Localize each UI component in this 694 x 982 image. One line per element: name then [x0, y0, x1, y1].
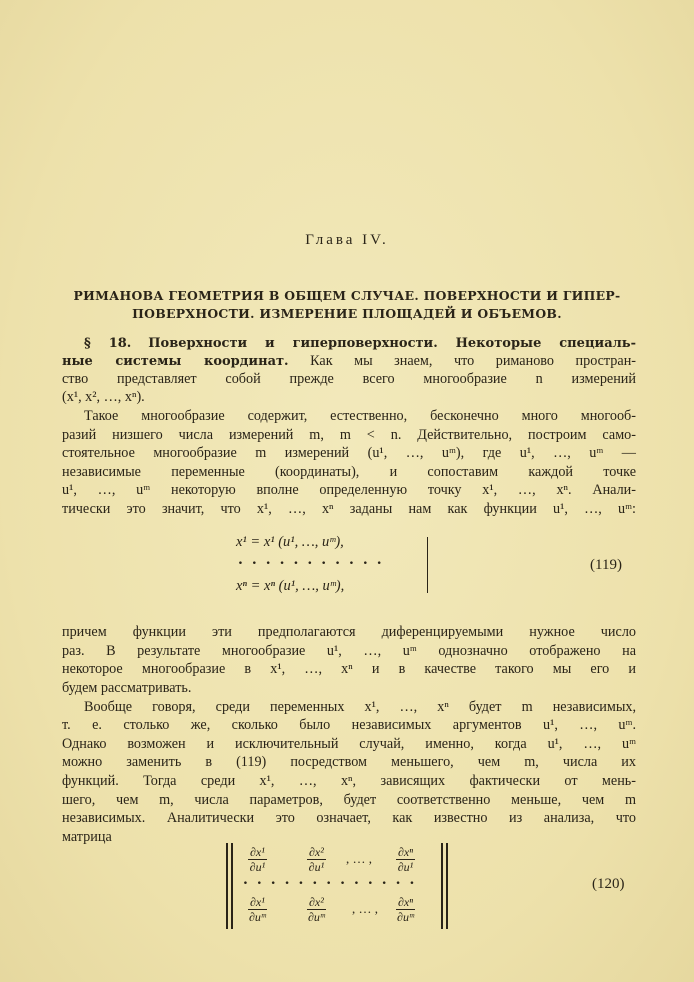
text-line: независимые переменные (координаты), и сопоставим каждой точке	[62, 464, 636, 480]
matrix-entry	[396, 845, 415, 874]
text-line: разий низшего числа измерений m, m < n. Действительно, построим само-	[62, 427, 636, 443]
numerator: ∂xⁿ	[398, 895, 414, 909]
matrix-entry	[307, 895, 326, 924]
equation-number-120: (120)	[592, 876, 625, 892]
matrix-entry	[248, 895, 267, 924]
text-line: матрица	[62, 829, 112, 845]
text-line: Вообще говоря, среди переменных x¹, …, xⁿ будет m независимых,	[84, 699, 636, 715]
text-line: будем рассматривать.	[62, 680, 192, 696]
chapter-heading-line-2: ПОВЕРХНОСТИ. ИЗМЕРЕНИЕ ПЛОЩАДЕЙ И ОБЪЕМОВ.	[132, 306, 562, 321]
denominator: ∂u¹	[397, 860, 414, 874]
matrix-ellipsis: , … ,	[352, 901, 378, 916]
equation-number-119: (119)	[590, 557, 622, 573]
text-line: можно заменить в (119) посредством меньшего, чем m, числа их	[62, 754, 636, 770]
text-line: раз. В результате многообразие u¹, …, uᵐ однозначно отображено на	[62, 643, 636, 659]
text-line: независимых. Аналитически это означает, как известно из анализа, что	[62, 810, 636, 826]
text-line: тически это значит, что x¹, …, xⁿ заданы нам как функции u¹, …, uᵐ:	[62, 501, 636, 517]
text-line: шего, чем m, числа параметров, будет соответственно меньше, чем m	[62, 792, 636, 808]
section-heading-line	[84, 334, 636, 353]
numerator: ∂x²	[309, 845, 324, 859]
matrix-entry	[248, 845, 267, 874]
matrix-entry	[396, 895, 415, 924]
matrix-ellipsis: , … ,	[346, 851, 372, 866]
section-title-cont: ные системы координат.	[62, 354, 289, 369]
numerator: ∂x²	[309, 895, 324, 909]
matrix-bar-right	[446, 843, 448, 929]
equation-119-dots: ...........	[238, 552, 391, 568]
section-number: § 18.	[84, 336, 132, 351]
text-line: u¹, …, uᵐ некоторую вполне определенную точку x¹, …, xⁿ. Анали-	[62, 482, 636, 498]
equation-119-line-3: xⁿ = xⁿ (u¹, …, uᵐ),	[236, 578, 345, 594]
chapter-title: Глава IV.	[305, 232, 389, 248]
text-line: некоторое многообразие в x¹, …, xⁿ и в качестве такого мы его и	[62, 661, 636, 677]
text-span: Как мы знаем, что риманово простран-	[310, 353, 637, 369]
section-title: Поверхности и гиперповерхности. Некоторые специаль-	[148, 336, 637, 351]
text-line: Такое многообразие содержит, естественно, бесконечно много многооб-	[84, 408, 636, 424]
text-line: (x¹, x², …, xⁿ).	[62, 389, 145, 405]
text-line: Однако возможен и исключительный случай, именно, когда u¹, …, uᵐ	[62, 736, 636, 752]
numerator: ∂xⁿ	[398, 845, 414, 859]
matrix-entry	[307, 845, 326, 874]
matrix-bar-left	[226, 843, 228, 929]
matrix-bar-left	[231, 843, 233, 929]
numerator: ∂x¹	[250, 845, 265, 859]
denominator: ∂uᵐ	[397, 910, 414, 924]
text-line	[62, 352, 636, 371]
equation-119-line-1: x¹ = x¹ (u¹, …, uᵐ),	[236, 534, 344, 550]
matrix-bar-right	[441, 843, 443, 929]
text-line: т. е. столько же, сколько было независимых аргументов u¹, …, uᵐ.	[62, 717, 636, 733]
equation-brace	[427, 537, 433, 593]
text-line: функций. Тогда среди x¹, …, xⁿ, зависящих фактически от мень-	[62, 773, 636, 789]
chapter-heading-line-1: РИМАНОВА ГЕОМЕТРИЯ В ОБЩЕМ СЛУЧАЕ. ПОВЕРХНОСТИ И ГИПЕР-	[73, 288, 621, 303]
denominator: ∂u¹	[249, 860, 266, 874]
denominator: ∂u¹	[308, 860, 325, 874]
text-line: причем функции эти предполагаются диференцируемыми нужное число	[62, 624, 636, 640]
numerator: ∂x¹	[250, 895, 265, 909]
denominator: ∂uᵐ	[307, 910, 325, 924]
matrix-dots: .............	[243, 872, 424, 888]
text-line: ство представляет собой прежде всего многообразие n измерений	[62, 371, 636, 387]
text-line: стоятельное многообразие m измерений (u¹, …, uᵐ), где u¹, …, uᵐ —	[62, 445, 636, 461]
denominator: ∂uᵐ	[248, 910, 266, 924]
